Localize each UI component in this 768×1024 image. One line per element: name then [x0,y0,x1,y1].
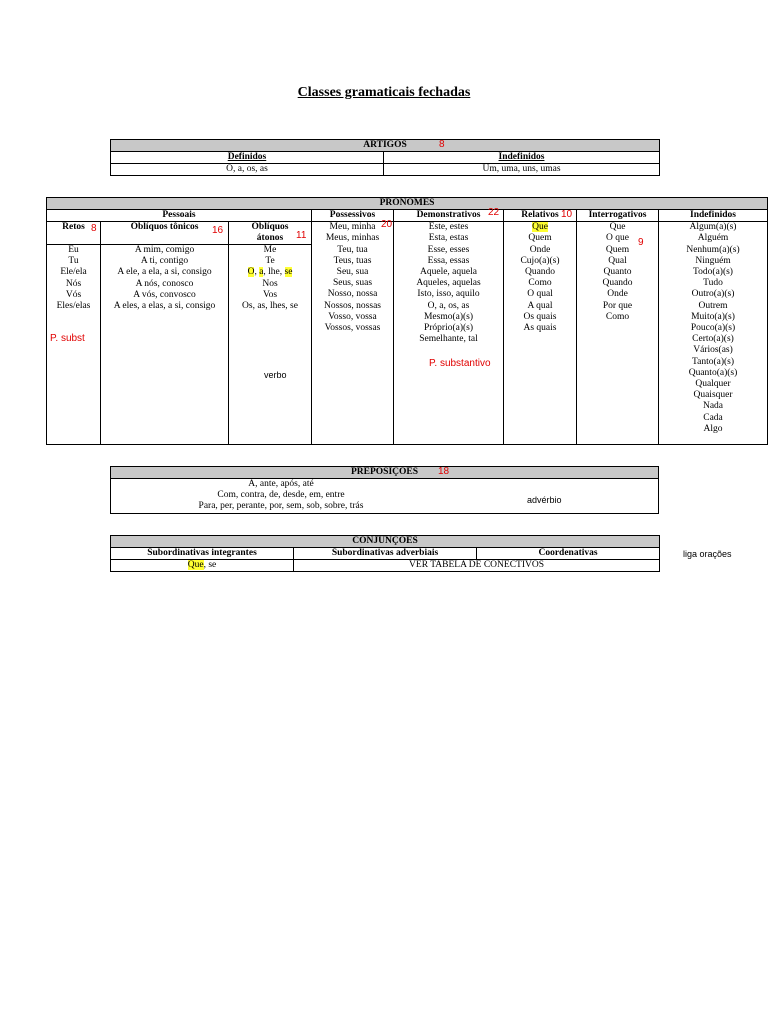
pronomes-heading: PRONOMES [47,198,768,210]
relativos-item: Quando [524,267,556,278]
conjuncoes-heading: CONJUNÇOES [111,536,660,548]
demonstrativos-note: 22 [488,207,500,218]
possessivos-column [312,210,394,445]
preposicoes-line: Com, contra, de, desde, em, entre [217,490,345,501]
obliquos-tonicos-item: A vós, convosco [133,289,196,300]
demonstrativos-column [394,210,504,445]
atonos-item: Me [263,245,277,255]
demonstrativos-item: Isto, isso, aquilo [417,289,480,300]
relativos-item: Onde [529,244,551,255]
demonstrativos-item: Essa, essas [427,255,470,266]
obliquos-tonicos-label: Oblíquos tônicos [101,222,228,245]
subordinativas-adverbiais-label: Subordinativas adverbiais [294,548,477,560]
demonstrativos-item: Semelhante, tal [419,334,478,345]
indefinidos-item: Outro(a)(s) [691,289,735,300]
possessivos-item: Meus, minhas [325,233,380,244]
artigos-note: 8 [439,139,445,150]
indefinidos-item: Pouco(a)(s) [690,323,736,334]
retos-label: Retos [47,222,100,245]
atonos-item: Vos [262,289,278,300]
interrogativos-item: Onde [607,289,628,300]
preposicoes-table [110,466,659,514]
verbo-note: verbo [264,370,287,380]
relativos-item: Como [528,278,552,289]
interrogativos-item: Qual [608,255,627,266]
interrogativos-label: Interrogativos [577,210,658,222]
indefinidos-item: Certo(a)(s) [692,334,734,345]
possessivos-list [312,222,393,334]
obliquos-tonicos-item: A ele, a ela, a si, consigo [117,267,212,278]
possessivos-item: Seu, sua [336,267,369,278]
demonstrativos-item: Aquele, aquela [420,267,477,278]
relativos-item: Os quais [523,311,557,322]
possessivos-item: Nossos, nossas [323,300,381,311]
interrogativos-item: Quanto [603,267,632,278]
retos-item: Ele/ela [60,267,87,278]
interrogativos-item: Que [609,222,626,233]
indefinidos-item: Cada [703,412,723,423]
subordinativas-integrantes-label: Subordinativas integrantes [111,548,294,560]
demonstrativos-label: Demonstrativos [394,210,503,222]
indefinidos-label: Indefinidos [384,152,660,164]
interrogativos-item: Como [605,311,630,322]
interrogativos-item: Por que [602,300,633,311]
indefinidos-item: Quanto(a)(s) [688,367,738,378]
interrogativos-item: O que [606,233,629,244]
conjuncoes-table [110,535,660,572]
interrogativos-list [577,222,658,323]
atonos-note: 11 [296,230,307,241]
page-title: Classes gramaticais fechadas [297,85,471,100]
interrogativos-note: 9 [638,237,644,248]
demonstrativos-list [394,222,503,345]
relativos-item: Quem [528,233,552,244]
indefinidos-item: Qualquer [695,379,731,390]
indefinidos-list [659,222,767,435]
possessivos-item: Teu, tua [337,244,368,255]
definidos-label: Definidos [111,152,384,164]
indefinidos-item: Ninguém [695,255,731,266]
indefinidos-item: Nenhum(a)(s) [686,244,740,255]
indefinidos-item: Vários(as) [693,345,733,356]
relativos-label: Relativos [504,210,576,222]
obliquos-tonicos-item: A ti, contigo [140,256,189,267]
retos-item: Tu [68,256,79,267]
obliquos-tonicos-item: A nós, conosco [135,278,194,289]
relativos-item: O qual [527,289,553,300]
demonstrativos-item: Aqueles, aquelas [416,278,481,289]
preposicoes-list [111,479,659,514]
indefinidos-item: Quaisquer [693,390,733,401]
demonstrativos-item: Esta, estas [428,233,469,244]
pron-indefinidos-label: Indefinidos [659,210,767,222]
relativos-note: 10 [561,209,573,220]
tabela-conectivos: VER TABELA DE CONECTIVOS [294,560,660,572]
demonstrativos-item: O, a, os, as [427,300,470,311]
interrogativos-item: Quem [605,244,630,255]
relativos-item: A qual [527,300,553,311]
retos-list [47,245,100,312]
retos-item: Nós [65,278,82,289]
coordenativas-label: Coordenativas [477,548,660,560]
p-subst-note: P. subst [50,333,85,344]
preposicoes-line: A, ante, após, até [248,479,314,489]
obliquos-tonicos-item: A eles, a elas, a si, consigo [113,301,216,312]
possessivos-note: 20 [381,219,393,230]
possessivos-label: Possessivos [312,210,393,222]
p-substantivo-note: P. substantivo [429,358,491,369]
possessivos-item: Meu, minha [329,222,376,233]
indefinidos-item: Todo(a)(s) [693,267,733,278]
tonicos-note: 16 [212,225,224,236]
obliquos-atonos-label: Oblíquos átonos [229,222,311,245]
relativos-list [504,222,576,334]
indefinidos-column [659,210,768,445]
interrogativos-item: Quando [602,278,633,289]
retos-item: Eu [68,245,79,255]
demonstrativos-item: Este, estes [428,222,469,233]
atonos-item: Os, as, lhes, se [242,301,298,312]
relativos-item: As quais [523,323,557,334]
indefinidos-item: Algum(a)(s) [689,222,737,233]
indefinidos-item: Tudo [703,278,723,289]
possessivos-item: Seus, suas [332,278,373,289]
artigos-table [110,139,660,176]
interrogativos-column [577,210,659,445]
indefinidos-item: Outrem [698,300,728,311]
liga-oracoes-note: liga orações [683,549,732,559]
obliquos-tonicos-item: A mim, comigo [134,245,195,255]
pronomes-table [46,197,768,445]
indefinidos-item: Tanto(a)(s) [691,356,735,367]
atonos-item: Nos [262,278,278,289]
artigos-heading: ARTIGOS [111,140,660,152]
obliquos-atonos-column [229,222,312,445]
possessivos-item: Teus, tuas [333,255,372,266]
demonstrativos-item: Esse, esses [427,244,470,255]
atonos-item: Te [265,256,275,267]
preposicoes-note: 18 [438,466,450,477]
demonstrativos-item: Mesmo(a)(s) [423,311,474,322]
indefinidos-item: Algo [703,423,723,434]
pessoais-label: Pessoais [47,210,312,222]
preposicoes-line: Para, per, perante, por, sem, sob, sobre, trás [198,501,364,512]
adverbio-note: advérbio [527,495,562,505]
definidos-value: O, a, os, as [111,164,384,176]
indefinidos-item: Muito(a)(s) [691,311,735,322]
demonstrativos-item: Próprio(a)(s) [423,323,474,334]
obliquos-tonicos-list [101,245,228,312]
relativos-item: Cujo(a)(s) [520,255,560,266]
possessivos-item: Vosso, vossa [328,311,377,322]
atonos-item-highlighted: O, a, lhe, se [247,267,293,278]
preposicoes-heading: PREPOSIÇOES [111,467,659,479]
retos-item: Eles/elas [56,301,91,312]
indefinidos-item: Alguém [697,233,729,244]
relativos-column [504,210,577,445]
possessivos-item: Vossos, vossas [324,323,381,334]
indefinidos-value: Um, uma, uns, umas [384,164,660,176]
retos-note: 8 [91,223,97,234]
retos-item: Vós [65,289,82,300]
obliquos-tonicos-column [101,222,229,445]
relativos-que-highlighted: Que [532,222,548,233]
possessivos-item: Nosso, nossa [327,289,378,300]
integrantes-value: Que, se [111,560,294,572]
indefinidos-item: Nada [702,401,724,412]
